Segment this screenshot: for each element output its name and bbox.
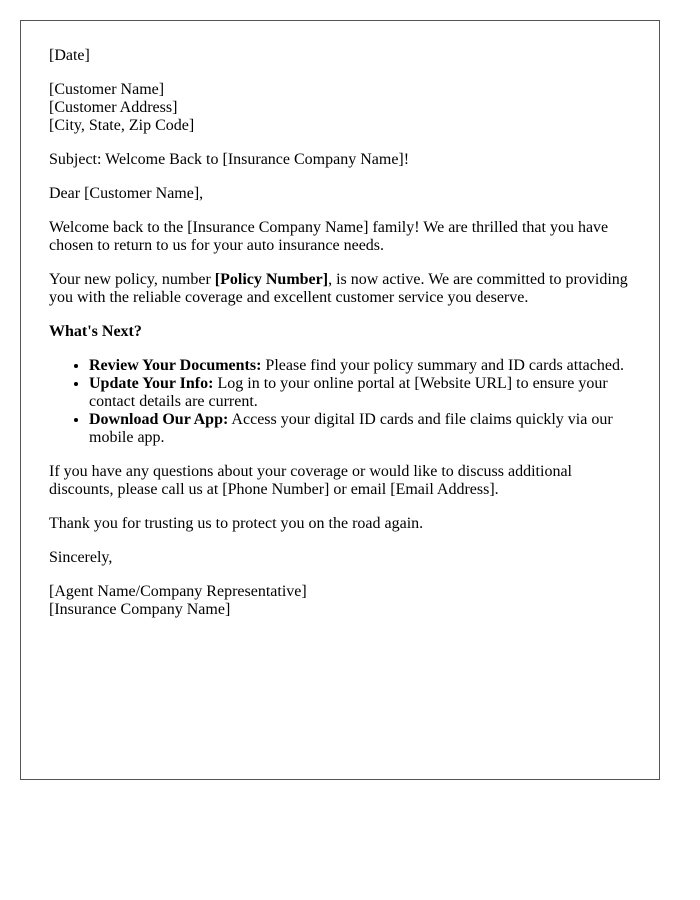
policy-paragraph [49,271,631,307]
signature-name: [Agent Name/Company Representative] [49,583,307,600]
whats-next-heading: What's Next? [49,323,142,340]
questions-paragraph: If you have any questions about your coverage or would like to discuss additional discounts, please call us at [Phone Number] or email [Email Address]. [49,463,572,498]
closing: Sincerely, [49,549,113,566]
recipient-name: [Customer Name] [49,81,165,98]
signature-company: [Insurance Company Name] [49,601,231,618]
list-item-title: Review Your Documents: [89,357,262,374]
recipient-city-state-zip: [City, State, Zip Code] [49,117,195,134]
list-item [89,357,631,375]
policy-paragraph-after: , is now active. We are committed to providing you with the reliable coverage and excellent customer service you deserve. [49,271,628,306]
next-steps-list [49,357,631,447]
list-item [89,411,631,447]
date-line: [Date] [49,47,90,64]
signature-block [49,583,631,619]
thank-you-paragraph: Thank you for trusting us to protect you on the road again. [49,515,424,532]
letter-document [20,20,660,780]
subject-line: Subject: Welcome Back to [Insurance Company Name]! [49,151,410,168]
list-item-title: Download Our App: [89,411,229,428]
welcome-paragraph: Welcome back to the [Insurance Company Name] family! We are thrilled that you have chosen to return to us for your auto insurance needs. [49,219,609,254]
list-item-text: Log in to your online portal at [Website URL] to ensure your contact details are current. [89,375,608,410]
list-item-title: Update Your Info: [89,375,214,392]
policy-number: [Policy Number] [214,271,329,288]
salutation: Dear [Customer Name], [49,185,204,202]
list-item-text: Please find your policy summary and ID cards attached. [261,357,624,374]
policy-paragraph-before: Your new policy, number [49,271,215,288]
list-item [89,375,631,411]
recipient-address: [Customer Address] [49,99,178,116]
list-item-text: Access your digital ID cards and file claims quickly via our mobile app. [89,411,613,446]
recipient-block [49,81,631,135]
